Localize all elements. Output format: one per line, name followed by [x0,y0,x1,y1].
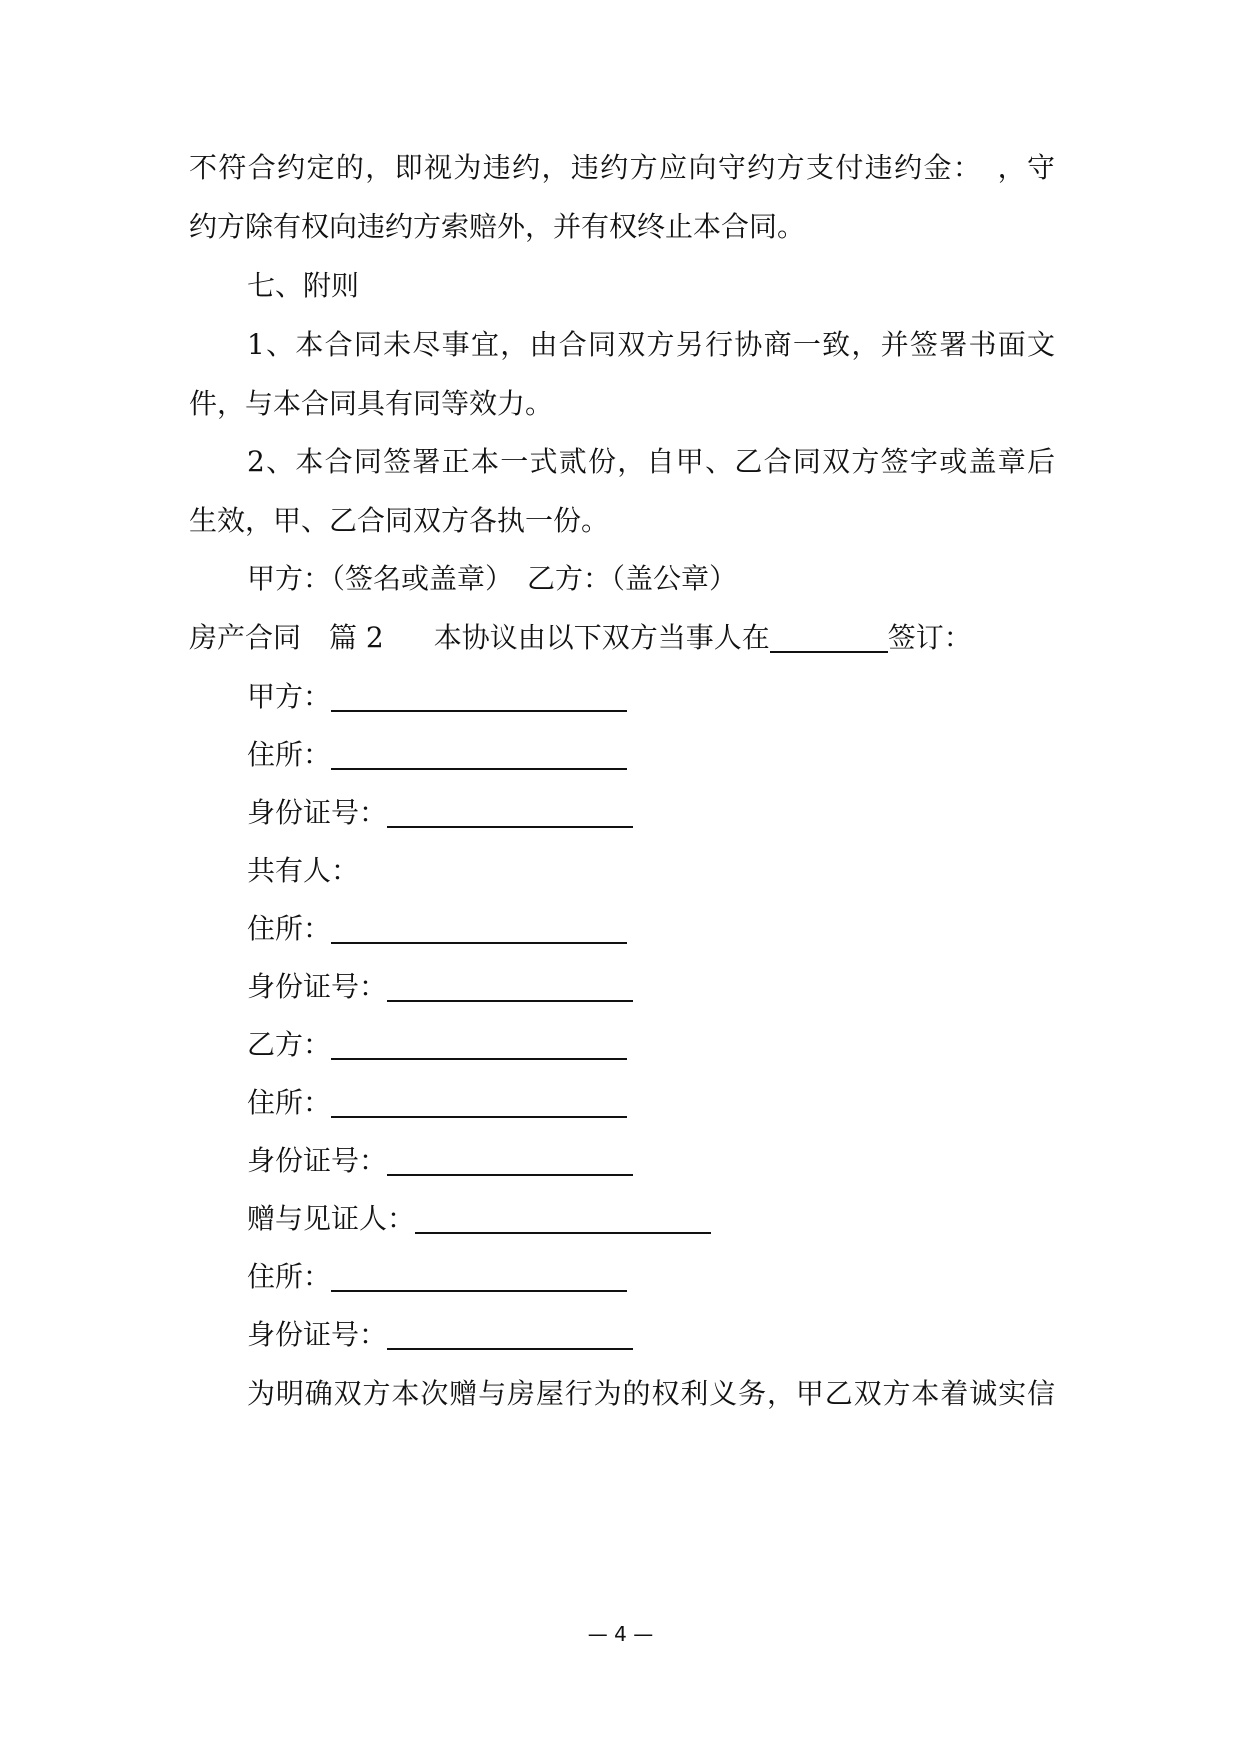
field-label: 住所： [247,738,332,771]
contract-heading: 房产合同 篇 2 [189,621,384,654]
page-number: — 4 — [587,1622,654,1646]
field-label: 身份证号： [247,1318,388,1351]
paragraph-line: 为明确双方本次赠与房屋行为的权利义务，甲乙双方本着诚实信 [247,1377,1055,1410]
location-blank[interactable] [770,621,888,653]
field-blank[interactable] [387,970,633,1002]
field-blank[interactable] [331,1028,627,1060]
field-blank[interactable] [331,680,627,712]
field-blank[interactable] [331,1260,627,1292]
field-blank[interactable] [387,796,633,828]
field-witness [247,1197,1055,1237]
paragraph-line: 约方除有权向违约方索赔外，并有权终止本合同。 [189,210,806,243]
contract2-heading-line [189,616,1055,656]
field-blank[interactable] [415,1202,711,1234]
field-blank[interactable] [387,1144,633,1176]
field-label: 住所： [247,1260,332,1293]
field-id-2 [247,965,1055,1005]
contract-intro-end: 签订： [887,621,972,654]
field-blank[interactable] [331,912,627,944]
field-blank[interactable] [331,1086,627,1118]
paragraph-line: 件，与本合同具有同等效力。 [189,387,554,420]
field-address-4 [247,1255,1055,1295]
field-label: 乙方： [247,1028,332,1061]
paragraph-line: 1、本合同未尽事宜，由合同双方另行协商一致，并签署书面文 [247,328,1055,361]
field-label: 住所： [247,912,332,945]
field-label: 身份证号： [247,1144,388,1177]
field-blank[interactable] [387,1318,633,1350]
field-label: 身份证号： [247,796,388,829]
field-blank[interactable] [331,738,627,770]
field-label: 共有人： [247,854,360,887]
field-party-b [247,1023,1055,1063]
field-party-a [247,675,1055,715]
field-label: 甲方： [247,680,332,713]
field-address-3 [247,1081,1055,1121]
paragraph-line: 不符合约定的，即视为违约，违约方应向守约方支付违约金： ，守 [189,151,1055,184]
field-co-owner [247,849,1055,889]
contract-intro: 本协议由以下双方当事人在 [433,621,770,654]
paragraph-line: 2、本合同签署正本一式贰份，自甲、乙合同双方签字或盖章后 [247,445,1055,478]
field-label: 住所： [247,1086,332,1119]
field-id-4 [247,1313,1055,1353]
signature-line: 甲方：（签名或盖章） 乙方：（盖公章） [247,562,738,595]
field-id-3 [247,1139,1055,1179]
field-id-1 [247,791,1055,831]
field-address-2 [247,907,1055,947]
paragraph-line: 生效，甲、乙合同双方各执一份。 [189,504,610,537]
field-address-1 [247,733,1055,773]
field-label: 身份证号： [247,970,388,1003]
section-heading: 七、附则 [247,269,360,302]
field-label: 赠与见证人： [247,1202,416,1235]
